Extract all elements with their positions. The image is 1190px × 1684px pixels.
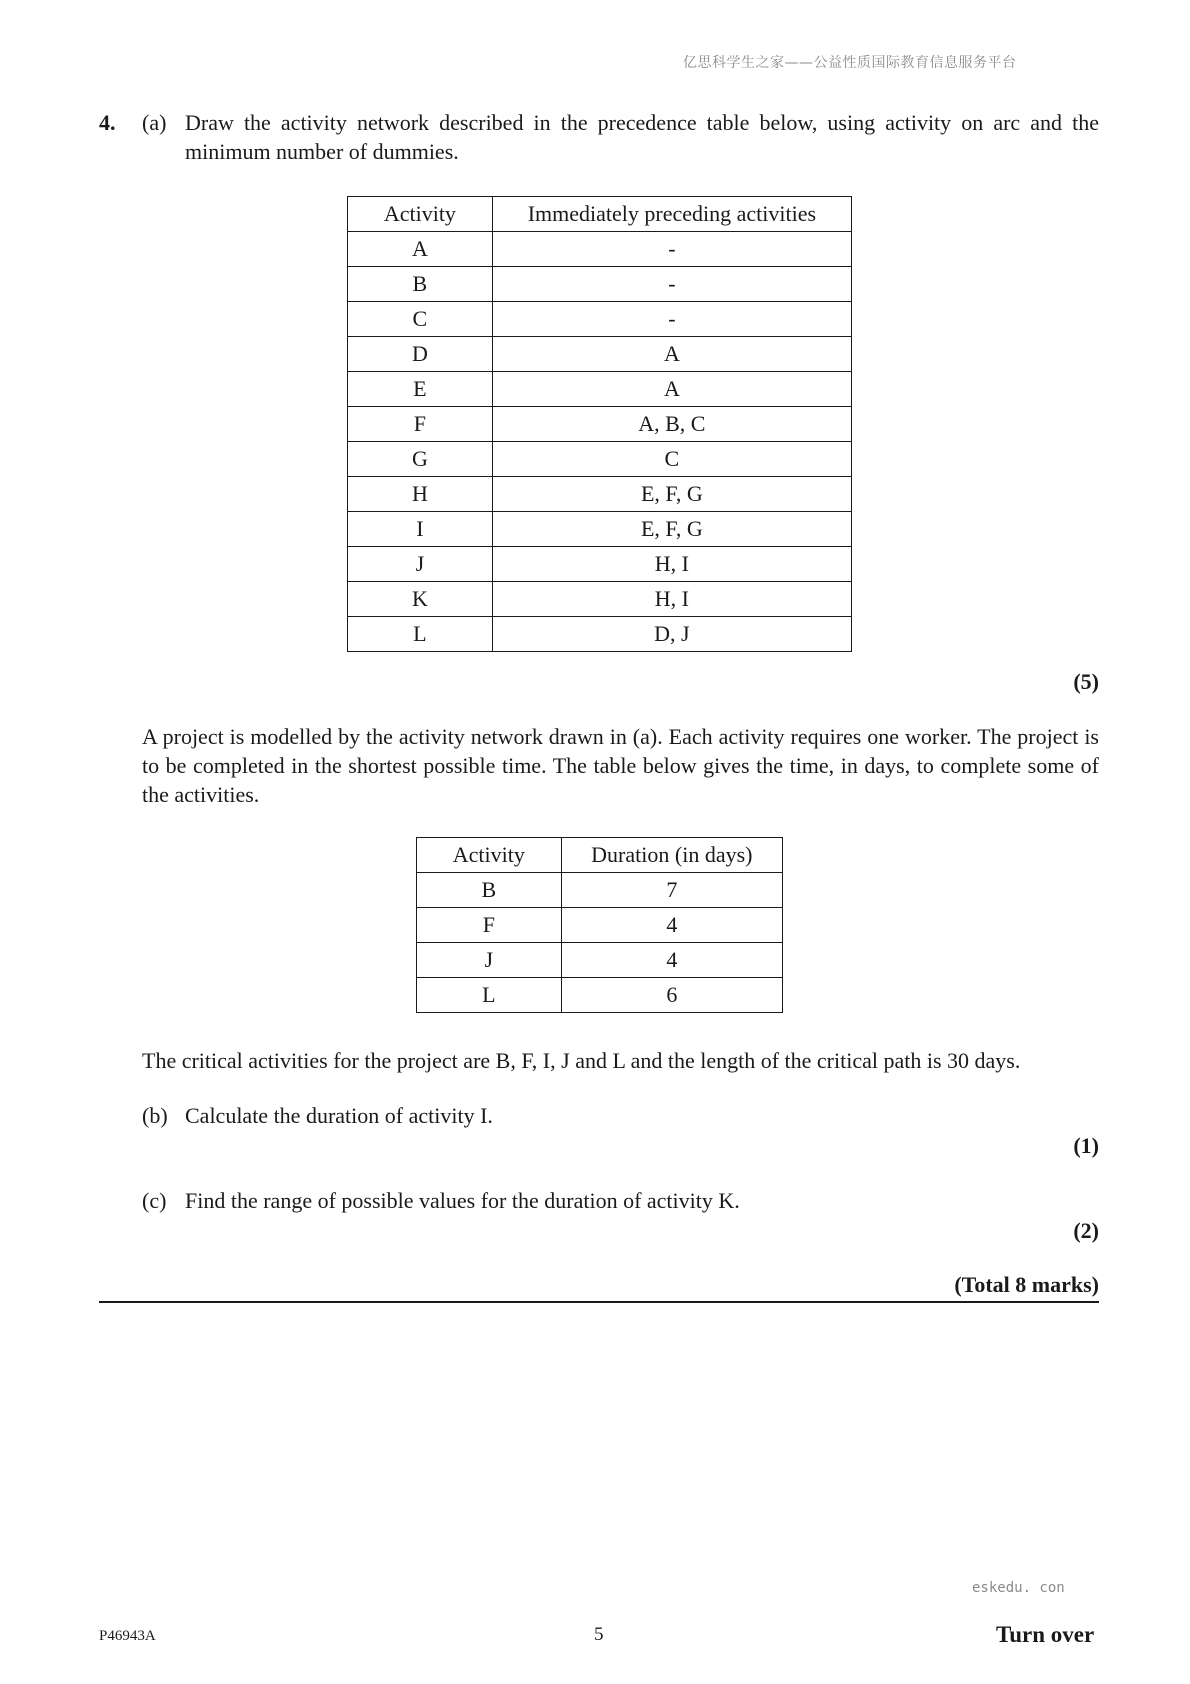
activity-cell: F [348,407,493,442]
table-row [417,873,783,908]
preceding-cell: C [492,442,851,477]
duration-cell: 4 [561,908,782,943]
activity-cell: B [348,267,493,302]
paper-code: P46943A [99,1628,156,1644]
total-marks: (Total 8 marks) [954,1272,1099,1297]
preceding-cell: D, J [492,617,851,652]
activity-cell: L [348,617,493,652]
activity-cell: C [348,302,493,337]
preceding-cell: E, F, G [492,512,851,547]
part-a-label: (a) [142,110,167,135]
part-c-label: (c) [142,1188,167,1213]
table-header-cell: Activity [417,838,562,873]
part-a-text: Draw the activity network described in the precedence table below, using activity on arc and the minimum number of dummies. [185,110,1099,164]
table-row [417,978,783,1013]
part-b-marks: (1) [1073,1133,1099,1158]
table-row [348,302,852,337]
activity-cell: B [417,873,562,908]
table-row [348,337,852,372]
section-divider [99,1301,1099,1303]
preceding-cell: - [492,302,851,337]
preceding-cell: A [492,372,851,407]
part-b-label: (b) [142,1103,168,1128]
duration-cell: 7 [561,873,782,908]
duration-cell: 6 [561,978,782,1013]
activity-cell: J [417,943,562,978]
critical-path-text: The critical activities for the project are B, F, I, J and L and the length of the critical path is 30 days. [142,1048,1021,1073]
activity-cell: K [348,582,493,617]
table-header-cell: Duration (in days) [561,838,782,873]
preceding-cell: - [492,267,851,302]
activity-cell: I [348,512,493,547]
table-header-cell: Activity [348,197,493,232]
duration-table [416,837,783,1013]
activity-cell: J [348,547,493,582]
table-row [348,232,852,267]
duration-cell: 4 [561,943,782,978]
header-watermark: 亿思科学生之家——公益性质国际教育信息服务平台 [683,55,1017,71]
activity-cell: G [348,442,493,477]
activity-cell: H [348,477,493,512]
activity-cell: D [348,337,493,372]
activity-cell: A [348,232,493,267]
table-row [417,943,783,978]
preceding-cell: E, F, G [492,477,851,512]
table-row [348,407,852,442]
question-number: 4. [99,110,116,135]
table-header-cell: Immediately preceding activities [492,197,851,232]
preceding-cell: A, B, C [492,407,851,442]
duration-table-header-row [417,838,783,873]
preceding-cell: A [492,337,851,372]
table-row [417,908,783,943]
table-row [348,617,852,652]
table-row [348,477,852,512]
table-row [348,547,852,582]
site-watermark: eskedu. con [972,1580,1065,1596]
part-b-text: Calculate the duration of activity I. [185,1103,493,1128]
part-c-text: Find the range of possible values for the duration of activity K. [185,1188,740,1213]
part-a-marks: (5) [1073,669,1099,694]
table-row [348,512,852,547]
preceding-cell: H, I [492,582,851,617]
preceding-cell: - [492,232,851,267]
preceding-cell: H, I [492,547,851,582]
activity-cell: L [417,978,562,1013]
page-number: 5 [594,1624,604,1645]
table-row [348,267,852,302]
part-c-marks: (2) [1073,1218,1099,1243]
turn-over-label: Turn over [996,1622,1095,1647]
table-row [348,442,852,477]
activity-cell: E [348,372,493,407]
precedence-table-header-row [348,197,852,232]
table-row [348,372,852,407]
project-intro: A project is modelled by the activity network drawn in (a). Each activity requires one worker. The project is to be completed in the shortest possible time. The table below gives the time, in days, to complete some of the activities. [142,724,1099,807]
activity-cell: F [417,908,562,943]
table-row [348,582,852,617]
precedence-table [347,196,852,652]
